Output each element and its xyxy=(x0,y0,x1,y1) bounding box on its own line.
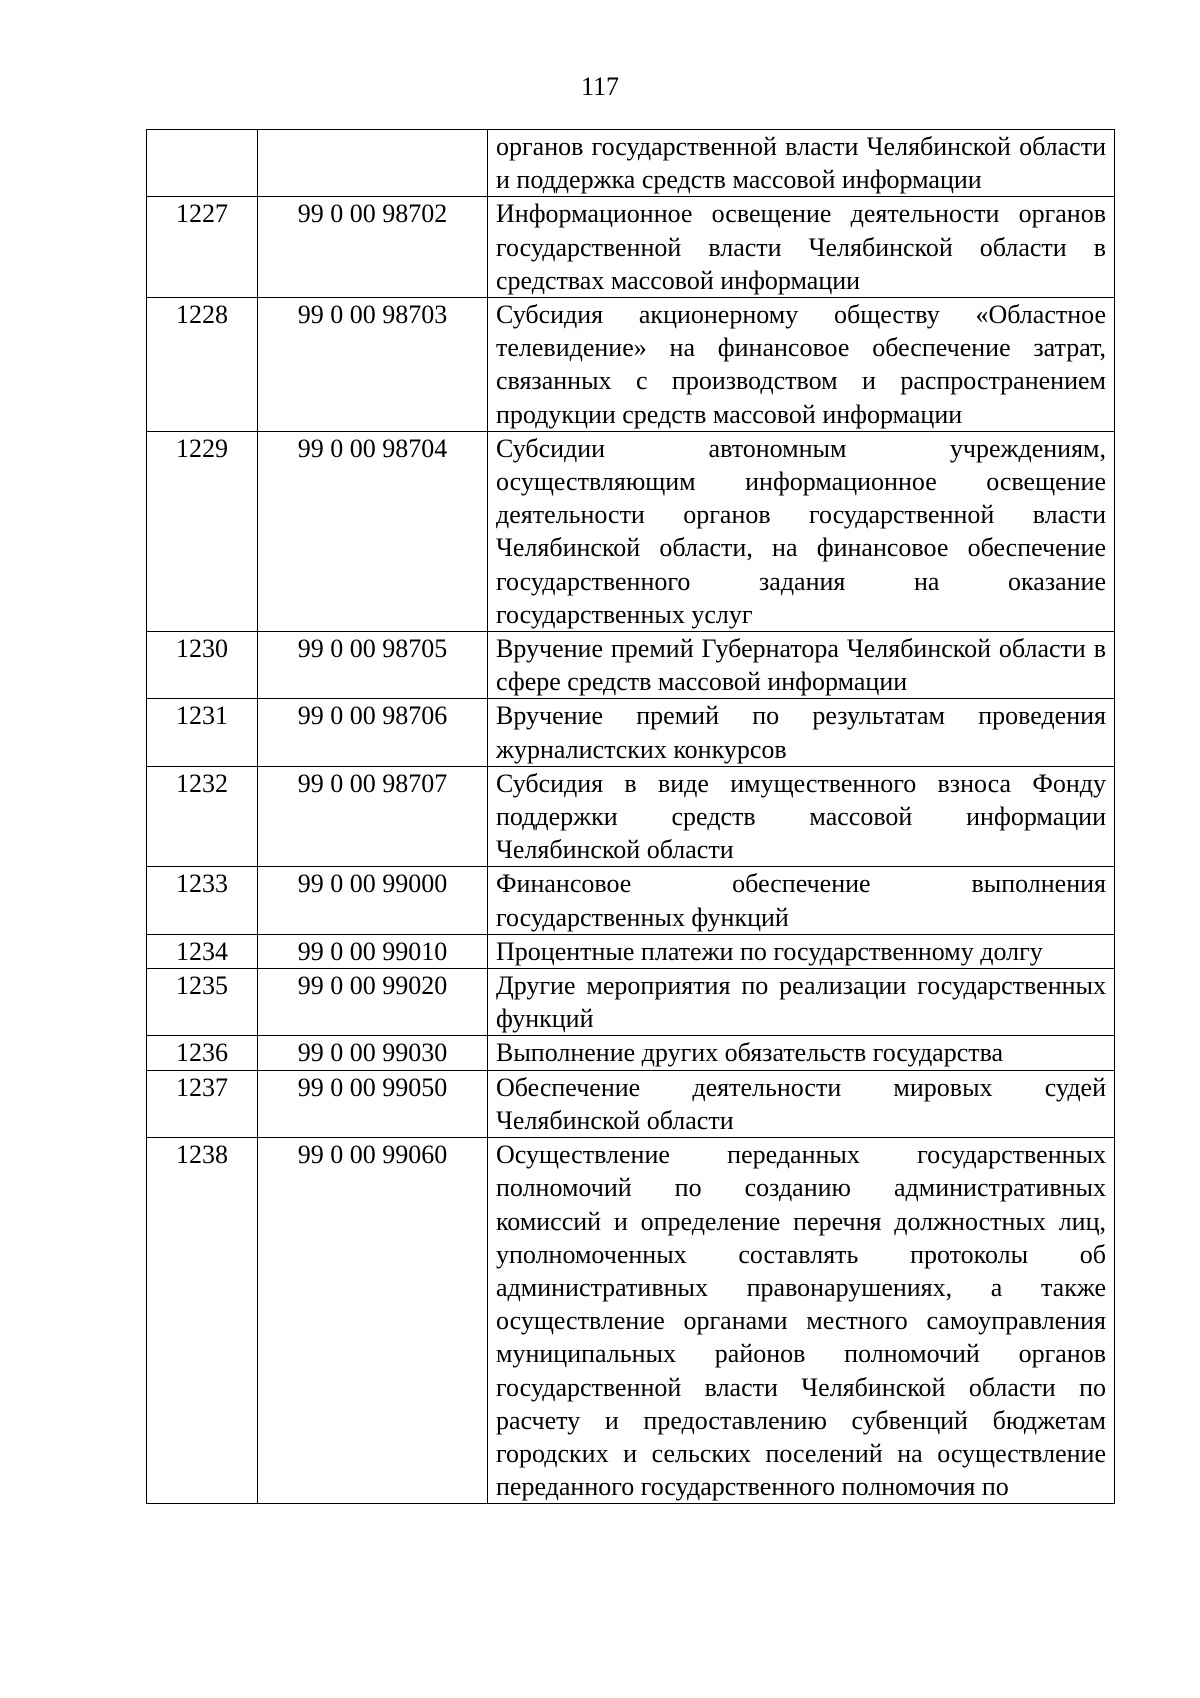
expense-name: Обеспечение деятельности мировых судей Челябинской области xyxy=(488,1070,1115,1137)
table-row xyxy=(147,298,1115,432)
row-number: 1233 xyxy=(147,867,258,934)
row-number xyxy=(147,130,258,197)
table-row xyxy=(147,1036,1115,1070)
target-article-code: 99 0 00 98705 xyxy=(258,632,488,699)
table-row xyxy=(147,632,1115,699)
target-article-code: 99 0 00 98703 xyxy=(258,298,488,432)
target-article-code: 99 0 00 99000 xyxy=(258,867,488,934)
target-article-code: 99 0 00 98707 xyxy=(258,766,488,867)
table-row xyxy=(147,431,1115,631)
table-row xyxy=(147,1070,1115,1137)
expense-name: Осуществление переданных государственных полномочий по созданию административных комиссий и определение перечня должностных лиц, уполномоченных составлять протоколы об административных правонарушениях, а также осуществление органами местного самоуправления муниципальных районов полномочий органов государственной власти Челябинской области по расчету и предоставлению субвенций бюджетам городских и сельских поселений на осуществление переданного государственного полномочия по xyxy=(488,1138,1115,1504)
expense-name: Субсидии автономным учреждениям, осуществляющим информационное освещение деятельности органов государственной власти Челябинской области, на финансовое обеспечение государственного задания на оказание государственных услуг xyxy=(488,431,1115,631)
row-number: 1235 xyxy=(147,969,258,1036)
table-row xyxy=(147,130,1115,197)
expense-name: Субсидия акционерному обществу «Областное телевидение» на финансовое обеспечение затрат, связанных с производством и распространением продукции средств массовой информации xyxy=(488,298,1115,432)
row-number: 1230 xyxy=(147,632,258,699)
target-article-code: 99 0 00 98706 xyxy=(258,699,488,766)
target-article-code xyxy=(258,130,488,197)
row-number: 1231 xyxy=(147,699,258,766)
row-number: 1237 xyxy=(147,1070,258,1137)
page-number: 117 xyxy=(580,72,620,101)
table-row xyxy=(147,934,1115,968)
expense-name: Вручение премий по результатам проведения журналистских конкурсов xyxy=(488,699,1115,766)
target-article-code: 99 0 00 98702 xyxy=(258,197,488,298)
expense-name: Информационное освещение деятельности органов государственной власти Челябинской области в средствах массовой информации xyxy=(488,197,1115,298)
row-number: 1234 xyxy=(147,934,258,968)
target-article-code: 99 0 00 99030 xyxy=(258,1036,488,1070)
target-article-code: 99 0 00 99010 xyxy=(258,934,488,968)
table-row xyxy=(147,197,1115,298)
expense-name: Выполнение других обязательств государства xyxy=(488,1036,1115,1070)
row-number: 1236 xyxy=(147,1036,258,1070)
expense-name: Процентные платежи по государственному долгу xyxy=(488,934,1115,968)
expense-name: органов государственной власти Челябинской области и поддержка средств массовой информации xyxy=(488,130,1115,197)
table-row xyxy=(147,969,1115,1036)
expense-name: Субсидия в виде имущественного взноса Фонду поддержки средств массовой информации Челябинской области xyxy=(488,766,1115,867)
target-article-code: 99 0 00 98704 xyxy=(258,431,488,631)
table-row xyxy=(147,766,1115,867)
budget-classification-table xyxy=(146,129,1115,1504)
target-article-code: 99 0 00 99020 xyxy=(258,969,488,1036)
table-row xyxy=(147,867,1115,934)
table-row xyxy=(147,1138,1115,1504)
target-article-code: 99 0 00 99060 xyxy=(258,1138,488,1504)
row-number: 1238 xyxy=(147,1138,258,1504)
expense-name: Другие мероприятия по реализации государственных функций xyxy=(488,969,1115,1036)
row-number: 1229 xyxy=(147,431,258,631)
table-row xyxy=(147,699,1115,766)
row-number: 1232 xyxy=(147,766,258,867)
expense-name: Финансовое обеспечение выполнения государственных функций xyxy=(488,867,1115,934)
row-number: 1227 xyxy=(147,197,258,298)
target-article-code: 99 0 00 99050 xyxy=(258,1070,488,1137)
expense-name: Вручение премий Губернатора Челябинской области в сфере средств массовой информации xyxy=(488,632,1115,699)
row-number: 1228 xyxy=(147,298,258,432)
